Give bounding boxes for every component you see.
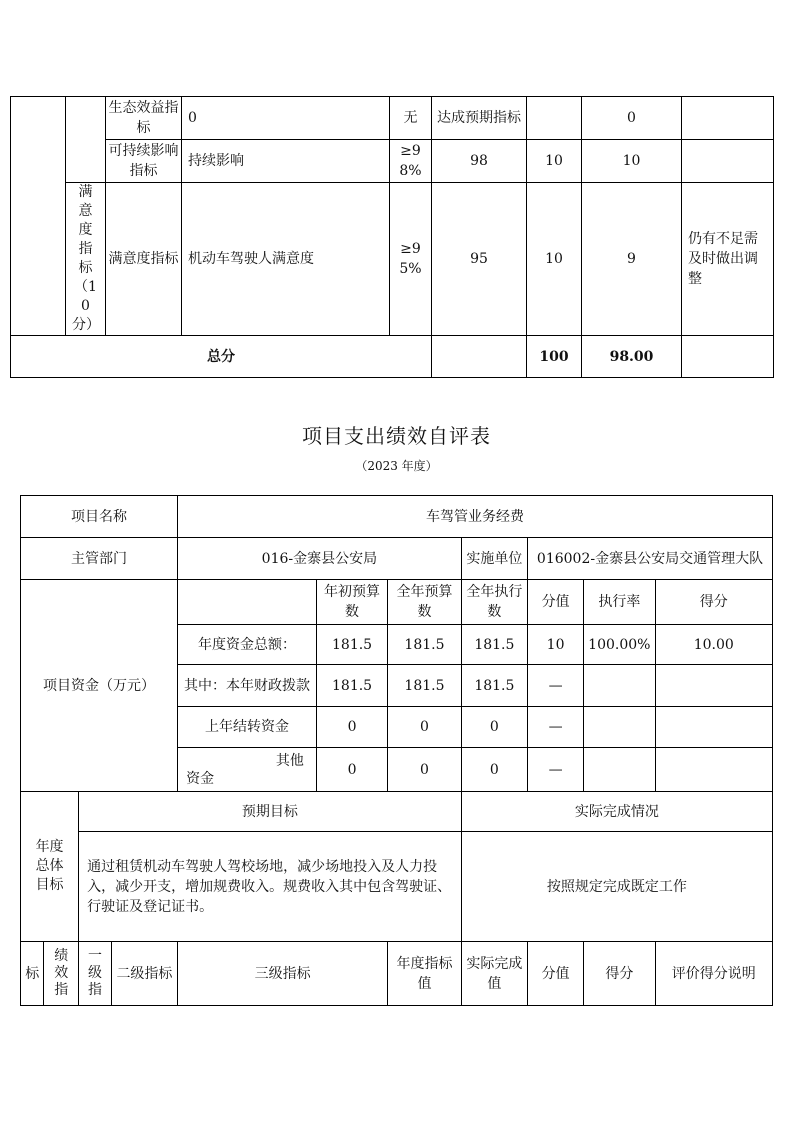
header-initial: 年初预算数 bbox=[316, 580, 387, 625]
header-rate: 执行率 bbox=[584, 580, 655, 625]
fund-row-label: 上年结转资金 bbox=[178, 707, 317, 748]
cell-score-value: 10 bbox=[527, 140, 582, 183]
project-name: 车驾管业务经费 bbox=[178, 496, 773, 538]
funds-label: 项目资金（万元） bbox=[21, 580, 178, 792]
fund-executed: 0 bbox=[461, 707, 527, 748]
impl: 016002-金寨县公安局交通管理大队 bbox=[528, 538, 773, 580]
table-row bbox=[21, 832, 773, 942]
fund-score-value: 10 bbox=[528, 625, 584, 665]
fund-other-line2: 资金 bbox=[186, 770, 215, 787]
fund-executed: 181.5 bbox=[461, 665, 527, 707]
total-score-value: 100 bbox=[527, 336, 582, 378]
fund-other-line1: 其他 bbox=[275, 752, 304, 769]
cell-score-value: 10 bbox=[527, 183, 582, 336]
fund-rate bbox=[584, 748, 655, 792]
header-score: 得分 bbox=[655, 580, 772, 625]
cell-content: 持续影响 bbox=[182, 140, 390, 183]
cell-target: ≥98% bbox=[390, 140, 432, 183]
fund-score bbox=[655, 748, 772, 792]
fund-initial: 181.5 bbox=[316, 665, 387, 707]
fund-rate: 100.00% bbox=[584, 625, 655, 665]
cell-blank bbox=[178, 580, 317, 625]
header-level1: 一级指 bbox=[79, 942, 112, 1006]
table-row bbox=[21, 538, 773, 580]
cell-score: 0 bbox=[582, 97, 682, 140]
table-row bbox=[11, 140, 774, 183]
header-score-value: 分值 bbox=[528, 580, 584, 625]
header-level3: 三级指标 bbox=[178, 942, 388, 1006]
header-target: 年度指标值 bbox=[388, 942, 461, 1006]
header-score: 得分 bbox=[584, 942, 655, 1006]
total-label: 总分 bbox=[11, 336, 432, 378]
header-col1: 绩效指 bbox=[44, 942, 79, 1006]
expected-label: 预期目标 bbox=[79, 792, 462, 832]
header-col0: 标 bbox=[21, 942, 44, 1006]
cell-content: 0 bbox=[182, 97, 390, 140]
fund-initial: 0 bbox=[316, 707, 387, 748]
header-actual: 实际完成值 bbox=[461, 942, 527, 1006]
dept: 016-金寨县公安局 bbox=[178, 538, 462, 580]
dept-label: 主管部门 bbox=[21, 538, 178, 580]
cell-actual: 达成预期指标 bbox=[432, 97, 527, 140]
fund-rate bbox=[584, 707, 655, 748]
header-note: 评价得分说明 bbox=[655, 942, 772, 1006]
fund-row-label: 其中：本年财政拨款 bbox=[178, 665, 317, 707]
page-title: 项目支出绩效自评表 bbox=[302, 424, 491, 448]
continued-indicator-table bbox=[10, 96, 774, 378]
fund-rate bbox=[584, 665, 655, 707]
page-subtitle: （2023 年度） bbox=[355, 459, 438, 473]
fund-annual: 0 bbox=[388, 748, 461, 792]
fund-row-label: 年度资金总额： bbox=[178, 625, 317, 665]
fund-score bbox=[655, 707, 772, 748]
fund-annual: 181.5 bbox=[388, 625, 461, 665]
table-row bbox=[11, 97, 774, 140]
cell-score: 10 bbox=[582, 140, 682, 183]
fund-score: 10.00 bbox=[655, 625, 772, 665]
total-score: 98.00 bbox=[582, 336, 682, 378]
fund-row-label-other bbox=[178, 748, 317, 792]
cell-blank bbox=[66, 97, 106, 183]
fund-initial: 181.5 bbox=[316, 625, 387, 665]
cell-blank bbox=[432, 336, 527, 378]
project-name-label: 项目名称 bbox=[21, 496, 178, 538]
cell-score: 9 bbox=[582, 183, 682, 336]
fund-executed: 0 bbox=[461, 748, 527, 792]
cell-blank bbox=[11, 97, 66, 336]
cell-note bbox=[682, 140, 774, 183]
goal-label: 年度总体目标 bbox=[21, 792, 79, 942]
impl-label: 实施单位 bbox=[461, 538, 527, 580]
total-row bbox=[11, 336, 774, 378]
fund-score bbox=[655, 665, 772, 707]
actual-label: 实际完成情况 bbox=[461, 792, 772, 832]
cell-note bbox=[682, 97, 774, 140]
indicator-header-row bbox=[21, 942, 773, 1006]
cell-target: ≥95% bbox=[390, 183, 432, 336]
cell-score-value bbox=[527, 97, 582, 140]
cell-level3: 可持续影响指标 bbox=[106, 140, 182, 183]
fund-score-value: — bbox=[528, 707, 584, 748]
cell-level3: 生态效益指标 bbox=[106, 97, 182, 140]
expected-text: 通过租赁机动车驾驶人驾校场地，减少场地投入及人力投入，减少开支，增加规费收入。规费收入其中包含驾驶证、行驶证及登记证书。 bbox=[79, 832, 462, 942]
fund-annual: 181.5 bbox=[388, 665, 461, 707]
cell-note: 仍有不足需及时做出调整 bbox=[682, 183, 774, 336]
cell-level1: 满意度指标（10分） bbox=[66, 183, 106, 336]
cell-blank bbox=[682, 336, 774, 378]
header-annual: 全年预算数 bbox=[388, 580, 461, 625]
cell-target: 无 bbox=[390, 97, 432, 140]
table-row bbox=[21, 580, 773, 625]
table-row bbox=[21, 792, 773, 832]
table-row bbox=[11, 183, 774, 336]
header-executed: 全年执行数 bbox=[461, 580, 527, 625]
fund-initial: 0 bbox=[316, 748, 387, 792]
fund-score-value: — bbox=[528, 665, 584, 707]
cell-actual: 98 bbox=[432, 140, 527, 183]
fund-score-value: — bbox=[528, 748, 584, 792]
header-level2: 二级指标 bbox=[111, 942, 177, 1006]
fund-executed: 181.5 bbox=[461, 625, 527, 665]
cell-level3: 满意度指标 bbox=[106, 183, 182, 336]
fund-annual: 0 bbox=[388, 707, 461, 748]
header-score-value: 分值 bbox=[528, 942, 584, 1006]
actual-text: 按照规定完成既定工作 bbox=[461, 832, 772, 942]
performance-self-evaluation-table bbox=[20, 495, 773, 1006]
cell-actual: 95 bbox=[432, 183, 527, 336]
cell-content: 机动车驾驶人满意度 bbox=[182, 183, 390, 336]
table-row bbox=[21, 496, 773, 538]
